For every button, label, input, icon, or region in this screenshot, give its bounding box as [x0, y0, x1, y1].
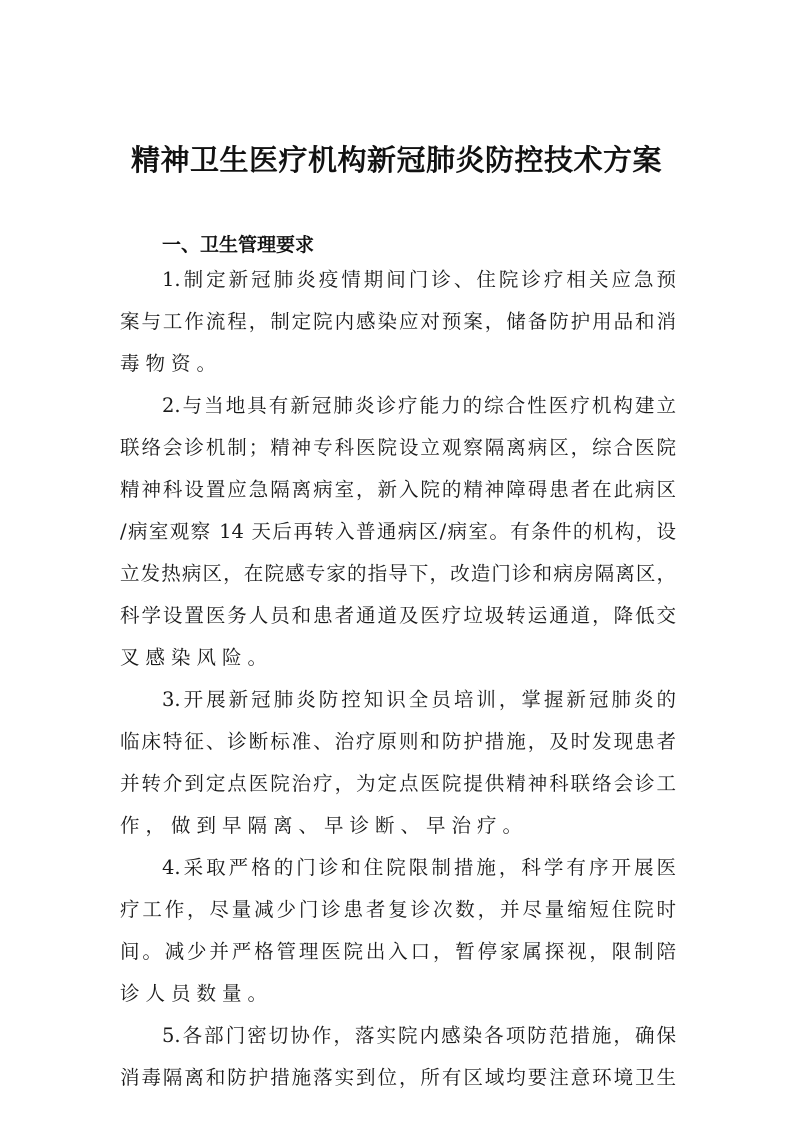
paragraph-3-line-1: 3.开展新冠肺炎防控知识全员培训，掌握新冠肺炎的 [162, 688, 676, 711]
paragraph-4-line-1: 4.采取严格的门诊和住院限制措施，科学有序开展医 [162, 856, 676, 879]
paragraph-1-line-2: 案与工作流程，制定院内感染应对预案，储备防护用品和消 [120, 310, 676, 333]
paragraph-3-line-3: 并转介到定点医院治疗，为定点医院提供精神科联络会诊工 [120, 772, 676, 795]
document-title: 精神卫生医疗机构新冠肺炎防控技术方案 [130, 143, 662, 177]
section-heading: 一、卫生管理要求 [162, 234, 315, 256]
paragraph-2-line-1: 2.与当地具有新冠肺炎诊疗能力的综合性医疗机构建立 [162, 394, 676, 417]
paragraph-4-line-2: 疗工作，尽量减少门诊患者复诊次数，并尽量缩短住院时 [120, 898, 676, 921]
paragraph-2-line-6: 科学设置医务人员和患者通道及医疗垃圾转运通道，降低交 [120, 604, 676, 627]
paragraph-3-line-2: 临床特征、诊断标准、治疗原则和防护措施，及时发现患者 [120, 730, 676, 753]
paragraph-5-line-2: 消毒隔离和防护措施落实到位，所有区域均要注意环境卫生 [120, 1066, 676, 1089]
paragraph-2-line-5: 立发热病区，在院感专家的指导下，改造门诊和病房隔离区， [120, 562, 676, 585]
paragraph-2-line-7: 叉感染风险。 [120, 646, 274, 669]
paragraph-3-line-4: 作，做到早隔离、早诊断、早治疗。 [120, 814, 529, 837]
paragraph-4-line-4: 诊人员数量。 [120, 982, 274, 1005]
paragraph-2-line-4: /病室观察 14 天后再转入普通病区/病室。有条件的机构，设 [120, 520, 676, 543]
paragraph-2-line-2: 联络会诊机制；精神专科医院设立观察隔离病区，综合医院 [120, 436, 676, 459]
paragraph-1-line-3: 毒物资。 [120, 352, 223, 375]
paragraph-2-line-3: 精神科设置应急隔离病室，新入院的精神障碍患者在此病区 [120, 478, 676, 501]
paragraph-5-line-1: 5.各部门密切协作，落实院内感染各项防范措施，确保 [162, 1024, 676, 1047]
paragraph-1-line-1: 1.制定新冠肺炎疫情期间门诊、住院诊疗相关应急预 [162, 268, 676, 291]
paragraph-4-line-3: 间。减少并严格管理医院出入口，暂停家属探视，限制陪 [120, 940, 676, 963]
